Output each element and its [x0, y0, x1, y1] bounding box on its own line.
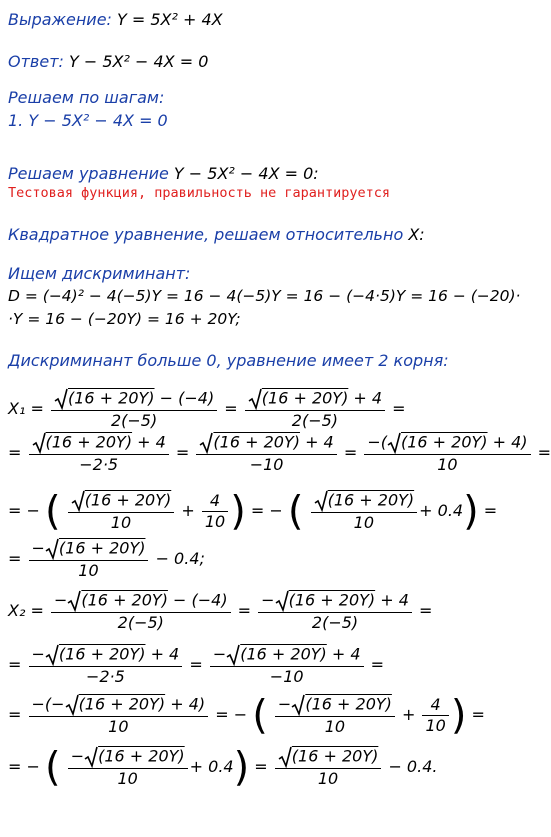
- term: − 0.4.: [388, 757, 438, 776]
- sqrt-icon: [314, 490, 328, 512]
- fraction: [245, 388, 385, 431]
- discriminant-line-2: ·Y = 16 − (−20Y) = 16 + 20Y;: [8, 310, 241, 328]
- fraction: $\frac{- (16 + 20Y) + 4}{2(-5)}$: [258, 590, 412, 633]
- sqrt-icon: [278, 746, 292, 768]
- numerator: 4: [422, 695, 448, 716]
- radicand: (16 + 20Y): [305, 694, 392, 714]
- sqrt-icon: [67, 590, 81, 612]
- denominator: 10: [204, 512, 226, 531]
- quadratic-line: [8, 225, 425, 244]
- step-1-text: 1. Y − 5X² − 4X = 0: [8, 111, 168, 130]
- fraction: $\frac{-(- (16 + 20Y) + 4)}{10}$: [29, 694, 209, 737]
- expression-line: [8, 10, 223, 29]
- x2-line-4: = − ( $\frac{- (16 + 20Y)}{10}$ + 0.4) = $\frac{(16 + 20Y)}{10}$ − 0.4.: [8, 744, 438, 791]
- sqrt-icon: [84, 746, 98, 768]
- radicand: (16 + 20Y): [240, 644, 327, 664]
- solve-line: [8, 164, 319, 183]
- fraction: [51, 388, 217, 431]
- denominator: 10: [353, 513, 375, 532]
- sqrt-icon: [226, 644, 240, 666]
- fraction: [311, 490, 418, 533]
- quadratic-var: X:: [408, 225, 425, 244]
- x1-line-4: = $\frac{- (16 + 20Y)}{10}$ − 0.4;: [8, 538, 205, 580]
- x1-line-1: X₁ = $\frac{(16 + 20Y) - (-4)}{2(-5)}$ = $\frac{(16 + 20Y) + 4}{2(-5)}$ =: [8, 388, 406, 430]
- denominator: 10: [317, 769, 339, 788]
- denominator: −10: [249, 455, 284, 474]
- term: + 4: [492, 432, 522, 452]
- term: + 4: [150, 644, 180, 664]
- warning-text: Тестовая функция, правильность не гарантируется: [8, 185, 391, 201]
- radicand: (16 + 20Y): [288, 590, 376, 610]
- expression-value: Y = 5X² + 4X: [117, 10, 223, 29]
- sqrt-icon: [32, 432, 46, 454]
- sqrt-icon: [45, 538, 59, 560]
- denominator: 10: [324, 717, 346, 736]
- step-1: [8, 111, 168, 130]
- sqrt-icon: [387, 432, 401, 454]
- fraction: [196, 432, 336, 475]
- denominator: 2(−5): [311, 613, 359, 632]
- radicand: (16 + 20Y): [291, 746, 379, 766]
- term: − (−4): [173, 590, 228, 610]
- denominator: −10: [269, 667, 304, 686]
- x1-line-3: = − ( $\frac{(16 + 20Y)}{10}$ + $\frac{4}{10}$ ) = − ( $\frac{(16 + 20Y)}{10}$ + 0.4) =: [8, 488, 498, 535]
- term: + 0.4: [189, 757, 234, 776]
- sqrt-icon: [248, 388, 262, 410]
- term: − (−4): [159, 388, 215, 408]
- radicand: (16 + 20Y): [45, 432, 133, 452]
- steps-heading: Решаем по шагам:: [8, 88, 165, 107]
- sqrt-icon: [54, 388, 68, 410]
- radicand: (16 + 20Y): [261, 388, 349, 408]
- radicand: (16 + 20Y): [327, 490, 415, 510]
- term: + 4: [305, 432, 334, 452]
- x1-line-2: = $\frac{(16 + 20Y) + 4}{-2\cdot 5}$ = $\frac{(16 + 20Y) + 4}{-10}$ = $\frac{-( (16 + 20Y) + 4)}{10}$ =: [8, 432, 551, 474]
- radicand: (16 + 20Y): [98, 746, 185, 766]
- fraction: [275, 746, 382, 789]
- sqrt-icon: [291, 694, 305, 716]
- sqrt-icon: [65, 694, 79, 716]
- roots-heading: Дискриминант больше 0, уравнение имеет 2 корня:: [8, 351, 449, 370]
- expression-label: Выражение:: [8, 10, 112, 29]
- sqrt-icon: [199, 432, 213, 454]
- term: + 4: [380, 590, 409, 610]
- radicand: (16 + 20Y): [400, 432, 488, 452]
- radicand: (16 + 20Y): [67, 388, 155, 408]
- denominator: 10: [108, 717, 129, 736]
- denominator: 10: [437, 455, 458, 474]
- sqrt-icon: [71, 490, 85, 512]
- discriminant-line-1: D = (−4)² − 4(−5)Y = 16 − 4(−5)Y = 16 − (−4·5)Y = 16 − (−20)·: [8, 287, 521, 305]
- fraction: $\frac{-( (16 + 20Y) + 4)}{10}$: [364, 432, 530, 475]
- answer-value: Y − 5X² − 4X = 0: [69, 52, 209, 71]
- denominator: 2(−5): [291, 411, 339, 430]
- fraction: $\frac{- (16 + 20Y)}{10}$: [275, 694, 395, 737]
- radicand: (16 + 20Y): [58, 644, 146, 664]
- fraction: $\frac{- (16 + 20Y)}{10}$: [29, 538, 149, 581]
- term: + 4: [331, 644, 361, 664]
- denominator: −2·5: [85, 667, 125, 686]
- answer-label: Ответ:: [8, 52, 64, 71]
- fraction: [68, 490, 175, 533]
- x2-label: X₂ =: [8, 601, 44, 620]
- solve-label: Решаем уравнение: [8, 164, 169, 183]
- denominator: 10: [110, 513, 132, 532]
- denominator: 10: [425, 716, 446, 735]
- fraction: $\frac{- (16 + 20Y) + 4}{-10}$: [210, 644, 364, 687]
- denominator: 10: [117, 769, 138, 788]
- quadratic-label: Квадратное уравнение, решаем относительно: [8, 225, 404, 244]
- term: + 4: [353, 388, 383, 408]
- term: + 4: [170, 694, 199, 714]
- x2-line-2: = $\frac{- (16 + 20Y) + 4}{-2\cdot 5}$ = $\frac{- (16 + 20Y) + 4}{-10}$ =: [8, 644, 385, 686]
- sqrt-icon: [45, 644, 59, 666]
- sqrt-icon: [275, 590, 289, 612]
- radicand: (16 + 20Y): [213, 432, 300, 452]
- radicand: (16 + 20Y): [81, 590, 168, 610]
- fraction: $\frac{- (16 + 20Y) + 4}{-2\cdot 5}$: [29, 644, 183, 687]
- answer-line: [8, 52, 208, 71]
- term: + 4: [137, 432, 166, 452]
- solve-equation: Y − 5X² − 4X = 0:: [173, 164, 319, 183]
- x2-line-3: = $\frac{-(- (16 + 20Y) + 4)}{10}$ = − ( $\frac{- (16 + 20Y)}{10}$ + $\frac{4}{10}$ ) =: [8, 692, 485, 739]
- denominator: −2·5: [79, 455, 119, 474]
- x1-label: X₁ =: [8, 399, 44, 418]
- radicand: (16 + 20Y): [84, 490, 172, 510]
- fraction: [29, 432, 169, 475]
- denominator: 2(−5): [117, 613, 164, 632]
- fraction: $\frac{- (16 + 20Y) - (-4)}{2(-5)}$: [51, 590, 231, 633]
- term: + 0.4: [419, 501, 464, 520]
- discriminant-heading: Ищем дискриминант:: [8, 264, 191, 283]
- numerator: 4: [202, 491, 228, 512]
- denominator: 10: [78, 561, 99, 580]
- radicand: (16 + 20Y): [78, 694, 166, 714]
- denominator: 2(−5): [110, 411, 158, 430]
- term: − 0.4;: [155, 549, 205, 568]
- fraction: [202, 491, 228, 532]
- fraction: $\frac{- (16 + 20Y)}{10}$: [68, 746, 188, 789]
- x2-line-1: X₂ = $\frac{- (16 + 20Y) - (-4)}{2(-5)}$ = $\frac{- (16 + 20Y) + 4}{2(-5)}$ =: [8, 590, 433, 632]
- radicand: (16 + 20Y): [58, 538, 146, 558]
- fraction: [422, 695, 448, 736]
